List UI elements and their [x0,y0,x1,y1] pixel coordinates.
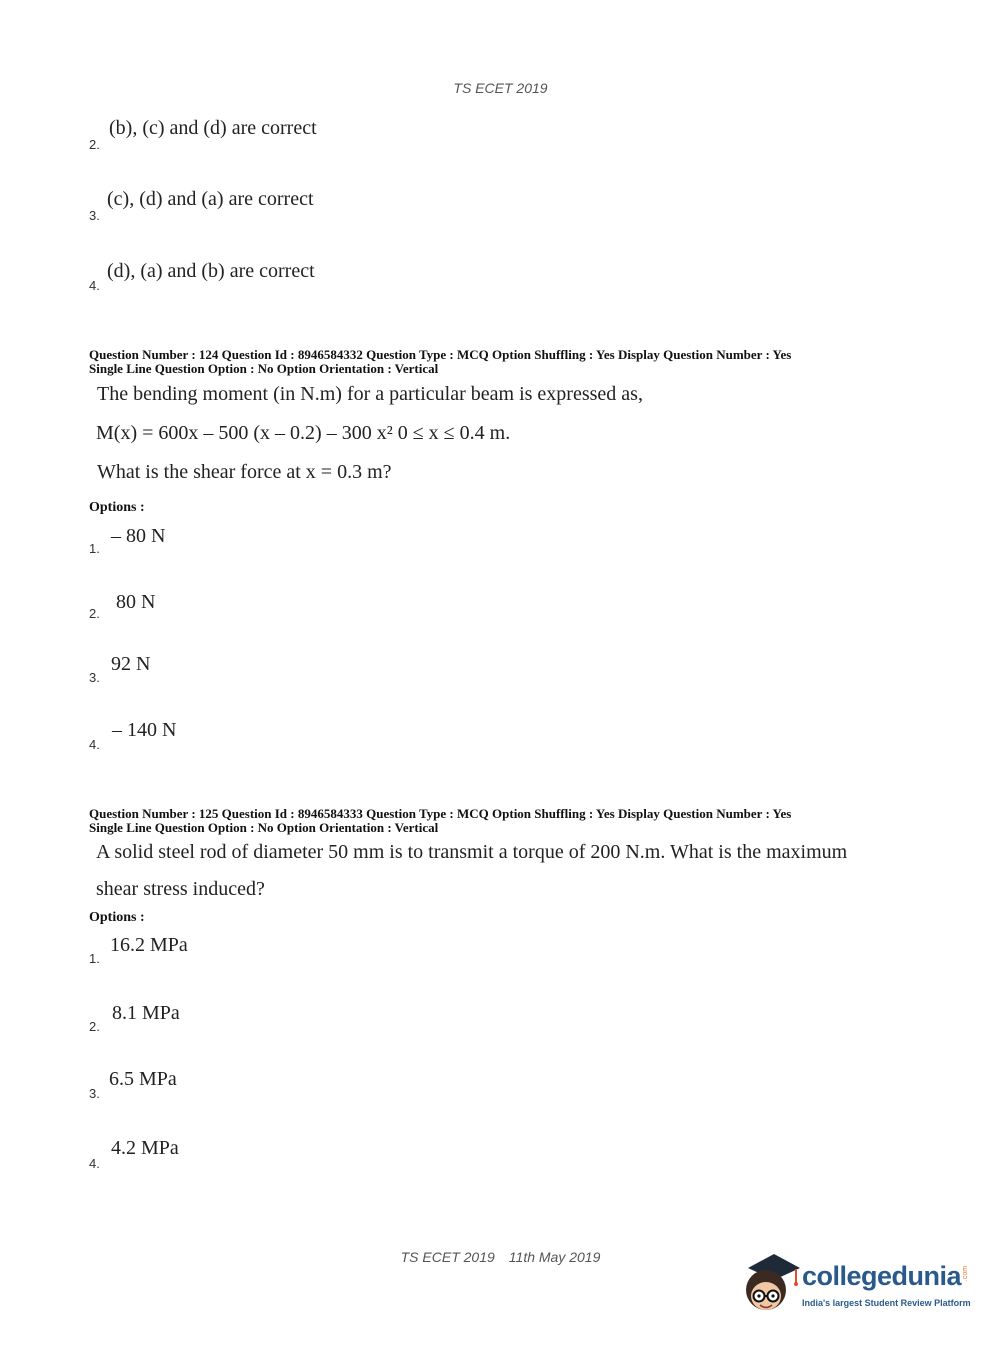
option-number: 2. [89,606,100,621]
collegedunia-logo [740,1250,970,1320]
option-text: (d), (a) and (b) are correct [107,260,315,282]
option-number: 4. [89,1156,100,1171]
question-text-line1: The bending moment (in N.m) for a particular beam is expressed as, [97,383,643,405]
option-text: 80 N [116,591,156,613]
option-number: 2. [89,1019,100,1034]
question-meta-line2: Single Line Question Option : No Option Orientation : Vertical [89,820,439,835]
logo-wordmark: collegedunia [802,1261,962,1291]
question-meta-line2: Single Line Question Option : No Option Orientation : Vertical [89,361,439,376]
options-label: Options : [89,500,145,515]
option-text: – 80 N [111,525,166,547]
option-text: (b), (c) and (d) are correct [109,117,317,139]
footer-exam: TS ECET 2019 [400,1249,495,1265]
option-text: 8.1 MPa [112,1002,180,1024]
question-text-line1: A solid steel rod of diameter 50 mm is to transmit a torque of 200 N.m. What is the maximum [96,841,848,863]
option-text: (c), (d) and (a) are correct [107,188,314,210]
option-number: 1. [89,951,100,966]
option-number: 1. [89,541,100,556]
logo-tagline: India's largest Student Review Platform [802,1298,971,1308]
option-number: 4. [89,737,100,752]
option-number: 2. [89,137,100,152]
option-text: – 140 N [112,719,177,741]
footer-date: 11th May 2019 [508,1249,601,1265]
option-text: 16.2 MPa [110,934,188,956]
option-text: 92 N [111,653,151,675]
question-meta-line1: Question Number : 124 Question Id : 8946584332 Question Type : MCQ Option Shuffling : Yes Display Question Number : Yes [89,347,792,362]
options-label: Options : [89,910,145,925]
question-equation: M(x) = 600x – 500 (x – 0.2) – 300 x² 0 ≤ x ≤ 0.4 m. [96,422,511,444]
page-header: TS ECET 2019 [453,80,548,96]
option-number: 3. [89,670,100,685]
option-number: 4. [89,278,100,293]
option-number: 3. [89,208,100,223]
logo-suffix: .com [962,1265,970,1282]
mascot-icon [740,1250,802,1320]
question-text-line3: What is the shear force at x = 0.3 m? [97,461,392,483]
option-number: 3. [89,1086,100,1101]
option-text: 4.2 MPa [111,1137,179,1159]
option-text: 6.5 MPa [109,1068,177,1090]
question-text-line2: shear stress induced? [96,878,265,900]
question-meta-line1: Question Number : 125 Question Id : 8946584333 Question Type : MCQ Option Shuffling : Yes Display Question Number : Yes [89,806,792,821]
